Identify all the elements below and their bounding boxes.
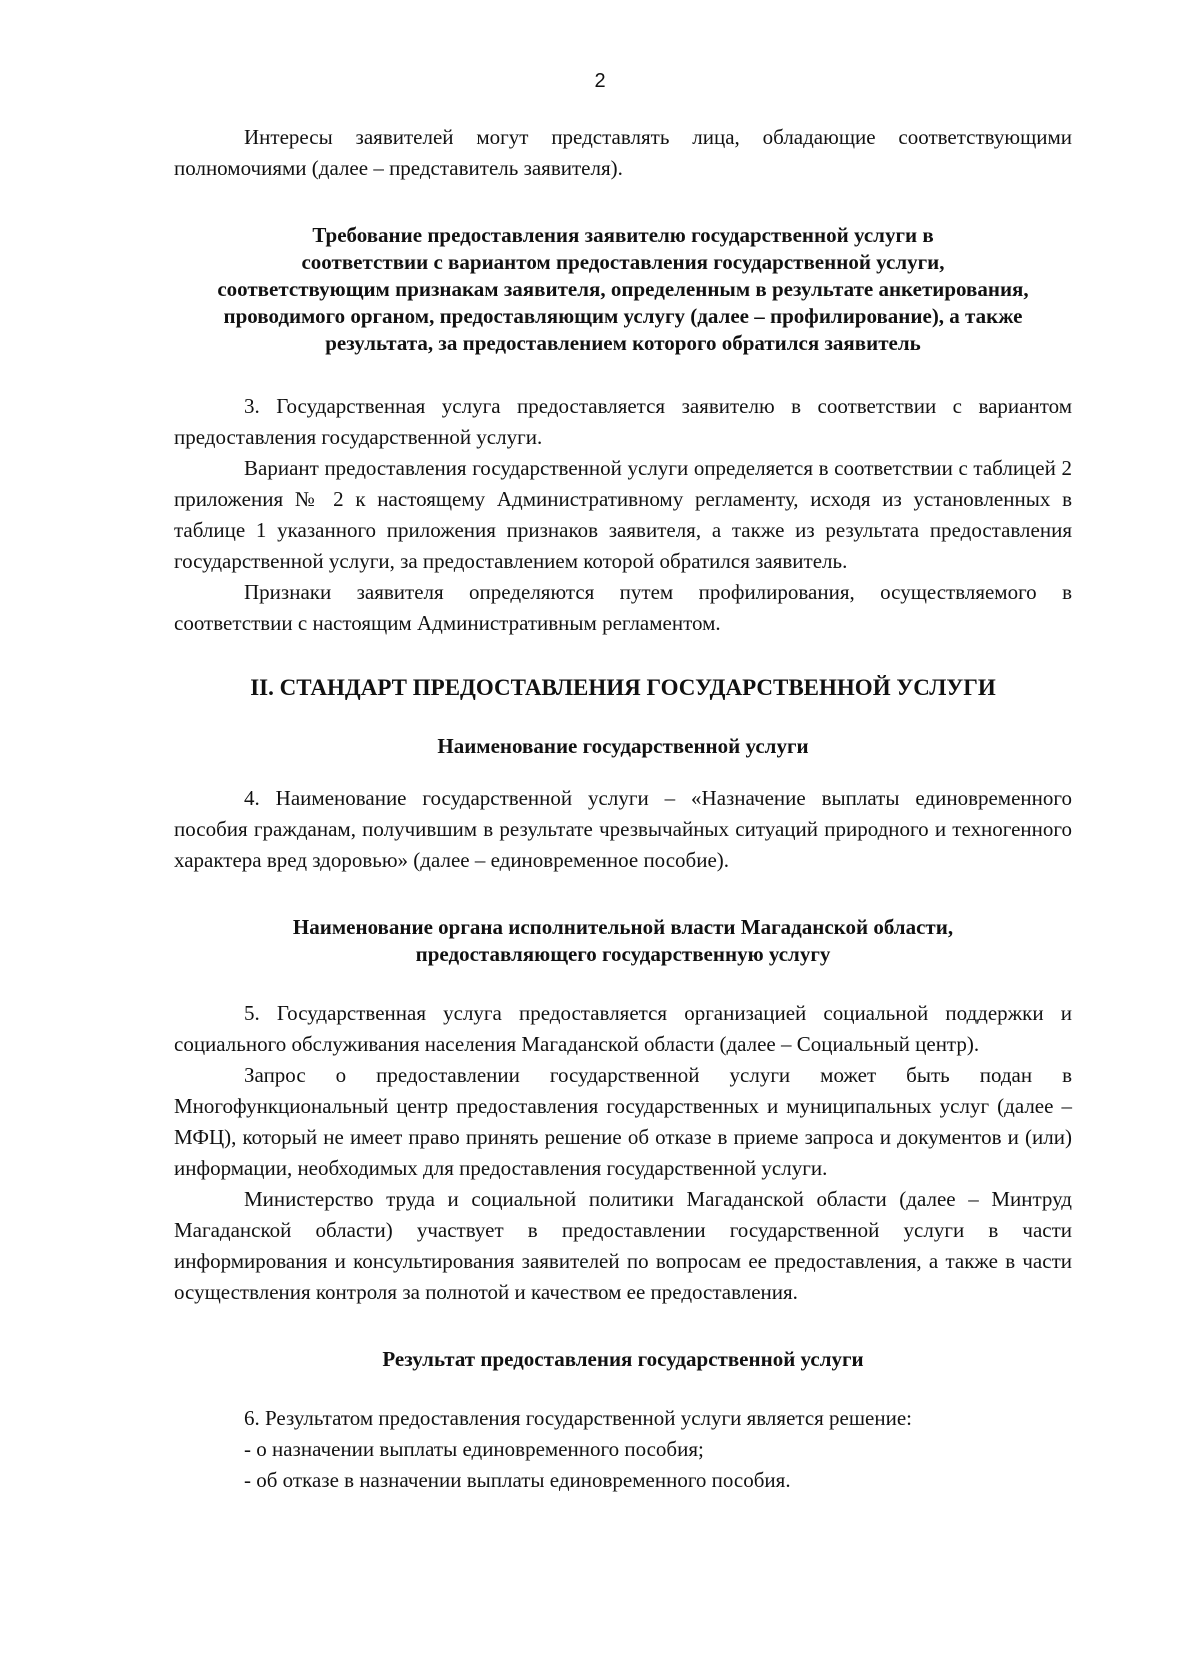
section5-paragraph: Запрос о предоставлении государственной услуги может быть подан в Многофункциональный центр предоставления государственных и муниципальных услуг (далее – МФЦ), который не имеет право принять решение об отказе в приеме запроса и документов и (или) информации, необходимых для предоставления государственной услуги. xyxy=(174,1063,1072,1180)
list-item: - об отказе в назначении выплаты единовременного пособия. xyxy=(244,1468,791,1492)
heading-organ-line: Наименование органа исполнительной власти Магаданской области, xyxy=(292,915,954,939)
document-body xyxy=(174,122,1072,1496)
heading-service-name: Наименование государственной услуги xyxy=(437,734,809,758)
heading-requirement-line: соответствии с вариантом предоставления государственной услуги, xyxy=(301,250,945,274)
heading-organ-line: предоставляющего государственную услугу xyxy=(415,942,831,966)
heading-requirement xyxy=(174,222,1072,357)
chapter-heading: II. СТАНДАРТ ПРЕДОСТАВЛЕНИЯ ГОСУДАРСТВЕННОЙ УСЛУГИ xyxy=(250,675,996,700)
section6-paragraph: 6. Результатом предоставления государственной услуги является решение: xyxy=(244,1406,912,1430)
heading-requirement-line: проводимого органом, предоставляющим услугу (далее – профилирование), а также xyxy=(223,304,1023,328)
heading-result: Результат предоставления государственной услуги xyxy=(382,1347,864,1371)
section4-paragraph: 4. Наименование государственной услуги – «Назначение выплаты единовременного пособия гражданам, получившим в результате чрезвычайных ситуаций природного и техногенного характера вред здоровью» (далее – единовременное пособие). xyxy=(174,786,1072,872)
intro-paragraph: Интересы заявителей могут представлять лица, обладающие соответствующими полномочиями (далее – представитель заявителя). xyxy=(174,125,1072,180)
page-number: 2 xyxy=(594,70,606,92)
section3-paragraph: Признаки заявителя определяются путем профилирования, осуществляемого в соответствии с настоящим Административным регламентом. xyxy=(174,580,1072,635)
section5-paragraph: 5. Государственная услуга предоставляется организацией социальной поддержки и социального обслуживания населения Магаданской области (далее – Социальный центр). xyxy=(174,1001,1072,1056)
heading-requirement-line: результата, за предоставлением которого обратился заявитель xyxy=(325,331,921,355)
heading-requirement-line: соответствующим признакам заявителя, определенным в результате анкетирования, xyxy=(217,277,1029,301)
list-item: - о назначении выплаты единовременного пособия; xyxy=(244,1437,704,1461)
heading-organ xyxy=(174,914,1072,968)
heading-requirement-line: Требование предоставления заявителю государственной услуги в xyxy=(312,223,934,247)
section5-paragraph: Министерство труда и социальной политики Магаданской области (далее – Минтруд Магаданской области) участвует в предоставлении государственной услуги в части информирования и консультирования заявителей по вопросам ее предоставления, а также в части осуществления контроля за полнотой и качеством ее предоставления. xyxy=(174,1187,1072,1304)
section3-paragraph: 3. Государственная услуга предоставляется заявителю в соответствии с вариантом предоставления государственной услуги. xyxy=(174,394,1072,449)
section3-paragraph: Вариант предоставления государственной услуги определяется в соответствии с таблицей 2 приложения № 2 к настоящему Административному регламенту, исходя из установленных в таблице 1 указанного приложения признаков заявителя, а также из результата предоставления государственной услуги, за предоставлением которой обратился заявитель. xyxy=(174,456,1072,573)
